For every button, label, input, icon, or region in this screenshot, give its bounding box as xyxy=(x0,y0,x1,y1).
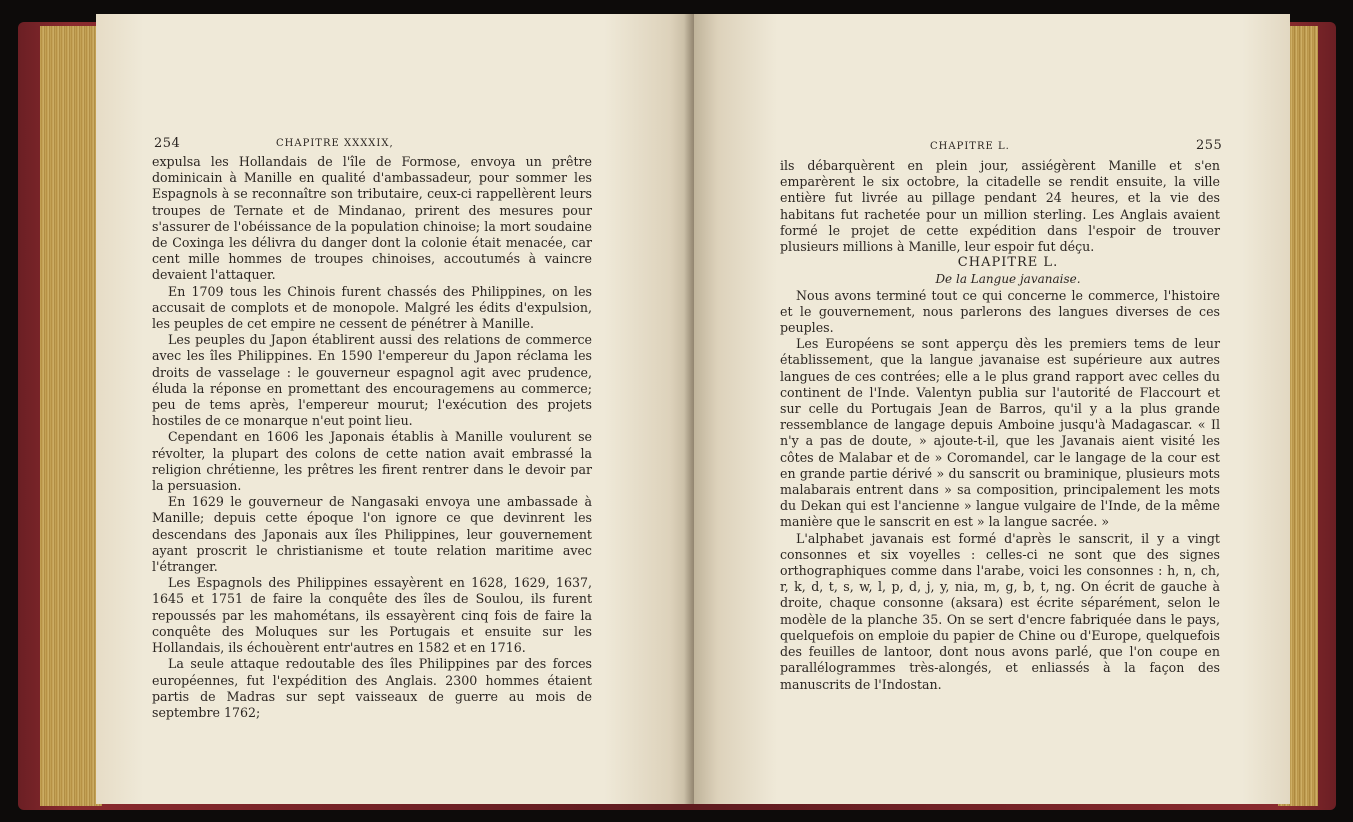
chapter-title: CHAPITRE L. xyxy=(957,255,1059,271)
left-page-edges xyxy=(40,26,102,806)
paragraph: Cependant en 1606 les Japonais établis à Manille voulurent se révolter, la plupart des colons de cette nation avait embrassé la religion chrétienne, les prêtres les firent rentrer dans le devoir par la persuasion. xyxy=(152,429,592,494)
left-page-number: 254 xyxy=(154,136,181,151)
paragraph: Les Européens se sont apperçu dès les premiers tems de leur établissement, que la langue javanaise est supérieure aux autres langues de ces contrées; elle a le plus grand rapport avec celles du continent de l'Inde. Valentyn publia sur l'autorité de Flaccourt et sur celle du Portugais Jean de Barros, qu'il y a la plus grande ressemblance de langage depuis Amboine jusqu'à Madagascar. « Il n'y a pas de doute, » ajoute-t-il, que les Javanais aient visité les côtes de Malabar et de » Coromandel, car le langage de la cour est en grande partie dérivé » du sanscrit ou braminique, plusieurs mots malabarais entrent dans » sa composition, principalement les mots du Dekan qui est l'ancienne » langue vulgaire de l'Inde, de la même manière que le sanscrit en est » la langue sacrée. » xyxy=(780,336,1220,530)
right-page-number: 255 xyxy=(1196,138,1223,153)
chapter-subtitle: De la Langue javanaise. xyxy=(935,272,1081,287)
left-page xyxy=(96,14,694,804)
right-text-block xyxy=(780,158,1220,693)
paragraph: En 1629 le gouverneur de Nangasaki envoya une ambassade à Manille; depuis cette époque l'on ignore ce que devinrent les descendans des Japonais aux îles Philippines, leur gouvernement ayant proscrit le christianisme et toute relation maritime avec l'étranger. xyxy=(152,494,592,575)
right-running-head: CHAPITRE L. xyxy=(930,141,1010,152)
right-page xyxy=(694,14,1290,804)
paragraph: L'alphabet javanais est formé d'après le sanscrit, il y a vingt consonnes et six voyelles : celles-ci ne sont que des signes orthographiques comme dans l'arabe, voici les consonnes : h, n, ch, r, k, d, t, s, w, l, p, d, j, y, nia, m, g, b, t, ng. On écrit de gauche à droite, chaque consonne (aksara) est écrite séparément, selon le modèle de la planche 35. On se sert d'encre fabriquée dans le pays, quelquefois on emploie du papier de Chine ou d'Europe, quelquefois des feuilles de lantoor, dont nous avons parlé, que l'on coupe en parallélogrammes très-alongés, et enliassés à la façon des manuscrits de l'Indostan. xyxy=(780,530,1220,692)
paragraph: La seule attaque redoutable des îles Philippines par des forces européennes, fut l'expédition des Anglais. 2300 hommes étaient partis de Madras sur sept vaisseaux de guerre au mois de septembre 1762; xyxy=(152,656,592,720)
left-running-head: CHAPITRE XXXXIX, xyxy=(276,138,394,149)
paragraph: Les peuples du Japon établirent aussi des relations de commerce avec les îles Philippines. En 1590 l'empereur du Japon réclama les droits de vasselage : le gouverneur espagnol agit avec prudence, éluda la réponse en promettant des encouragemens au commerce; peu de tems après, l'empereur mourut; l'exécution des projets hostiles de ce monarque n'eut point lieu. xyxy=(152,332,592,429)
paragraph: expulsa les Hollandais de l'île de Formose, envoya un prêtre dominicain à Manille en qualité d'ambassadeur, pour sommer les Espagnols à se reconnaître son tributaire, ceux-ci rappellèrent leurs troupes de Ternate et de Mindanao, prirent des mesures pour s'assurer de l'obéissance de la population chinoise; la mort soudaine de Coxinga les délivra du danger dont la colonie était menacée, car cent mille hommes de troupes chinoises, accoutumés à vaincre devaient l'attaquer. xyxy=(152,154,592,283)
paragraph: Les Espagnols des Philippines essayèrent en 1628, 1629, 1637, 1645 et 1751 de faire la conquête des îles de Soulou, ils furent repoussés par les mahométans, ils essayèrent cinq fois de faire la conquête des Moluques sur les Portugais et ensuite sur les Hollandais, ils échouèrent entr'autres en 1582 et en 1716. xyxy=(152,575,592,656)
left-text-block xyxy=(152,154,592,721)
paragraph: ils débarquèrent en plein jour, assiégèrent Manille et s'en emparèrent le six octobre, la citadelle se rendit ensuite, la ville entière fut livrée au pillage pendant 24 heures, et la vie des habitans fut rachetée pour un million sterling. Les Anglais avaient formé le projet de cette expédition dans l'espoir de trouver plusieurs millions à Manille, leur espoir fut déçu. xyxy=(780,158,1220,255)
paragraph: Nous avons terminé tout ce qui concerne le commerce, l'histoire et le gouvernement, nous parlerons des langues diverses de ces peuples. xyxy=(780,287,1220,336)
paragraph: En 1709 tous les Chinois furent chassés des Philippines, on les accusait de complots et de monopole. Malgré les édits d'expulsion, les peuples de cet empire ne cessent de pénétrer à Manille. xyxy=(152,283,592,332)
